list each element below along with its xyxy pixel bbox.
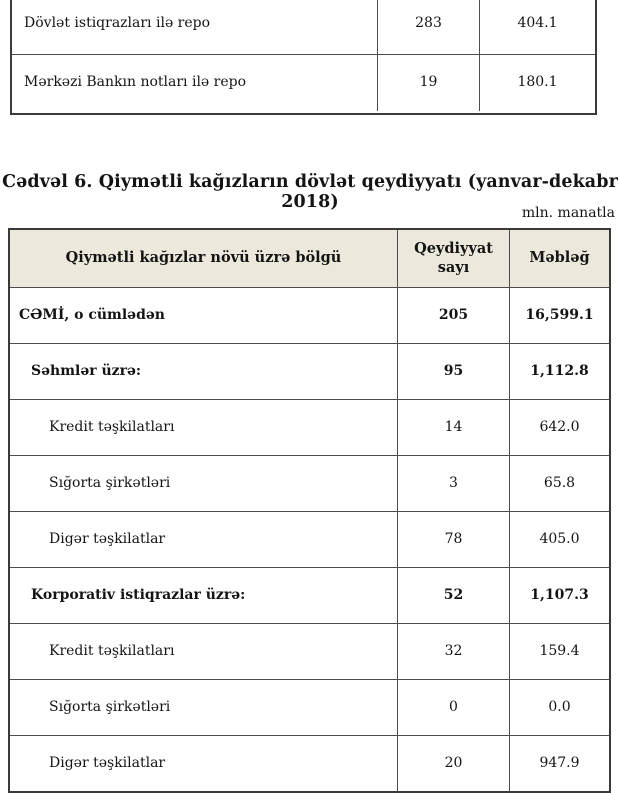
table-row (10, 399, 609, 455)
registrations-cell: 95 (398, 344, 510, 399)
registrations-cell: 19 (378, 55, 480, 111)
amount-cell: 642.0 (539, 418, 580, 435)
row-label-cell: Digər təşkilatlar (10, 512, 398, 567)
registrations-cell: 3 (398, 456, 510, 511)
table-row (10, 455, 609, 511)
amount-cell: 405.0 (539, 530, 580, 547)
table-row (12, 0, 595, 54)
amount-cell: 180.1 (517, 74, 558, 91)
row-label-cell: Sığorta şirkətləri (10, 680, 398, 735)
amount-cell: 404.1 (517, 15, 558, 32)
registrations-cell: 283 (378, 0, 480, 54)
header-label: Qiymətli kağızlar növü üzrə bölgü (65, 249, 342, 267)
header-cell-amount (510, 230, 609, 287)
registrations-cell: 20 (398, 736, 510, 791)
row-label-cell: Sığorta şirkətləri (10, 456, 398, 511)
header-label: Məbləğ (529, 249, 590, 267)
registrations-cell: 14 (398, 400, 510, 455)
row-label-cell: Kredit təşkilatları (10, 400, 398, 455)
table-row (10, 511, 609, 567)
amount-cell: 1,107.3 (530, 586, 589, 603)
registrations-cell: 205 (398, 288, 510, 343)
row-label-cell: CƏMİ, o cümlədən (10, 288, 398, 343)
registrations-cell: 32 (398, 624, 510, 679)
amount-cell: 947.9 (539, 754, 580, 771)
table-row (12, 54, 595, 111)
registration-table (8, 228, 611, 793)
unit-label: mln. manatla (521, 205, 615, 221)
table-row (10, 567, 609, 623)
amount-cell: 16,599.1 (525, 306, 594, 323)
previous-table-fragment (10, 0, 597, 115)
header-cell-registrations (398, 230, 510, 287)
header-cell-category (10, 230, 398, 287)
registrations-cell: 0 (398, 680, 510, 735)
amount-cell: 0.0 (548, 698, 571, 715)
row-label-cell: Səhmlər üzrə: (10, 344, 398, 399)
table-row (10, 623, 609, 679)
table-row (10, 343, 609, 399)
amount-cell: 1,112.8 (530, 362, 589, 379)
registrations-cell: 78 (398, 512, 510, 567)
table-row (10, 735, 609, 791)
row-label-cell: Kredit təşkilatları (10, 624, 398, 679)
table-title: Cədvəl 6. Qiymətli kağızların dövlət qeydiyyatı (yanvar-dekabr 2018) (2, 172, 618, 212)
table-row (10, 679, 609, 735)
registrations-cell: 52 (398, 568, 510, 623)
table-header-row (10, 230, 609, 287)
amount-cell: 65.8 (543, 474, 576, 491)
row-label-cell: Digər təşkilatlar (10, 736, 398, 791)
amount-cell: 159.4 (539, 642, 580, 659)
row-label-cell: Mərkəzi Bankın notları ilə repo (12, 55, 378, 111)
header-label: Qeydiyyat sayı (414, 240, 493, 276)
table-row (10, 287, 609, 343)
row-label-cell: Dövlət istiqrazları ilə repo (12, 0, 378, 54)
row-label-cell: Korporativ istiqrazlar üzrə: (10, 568, 398, 623)
